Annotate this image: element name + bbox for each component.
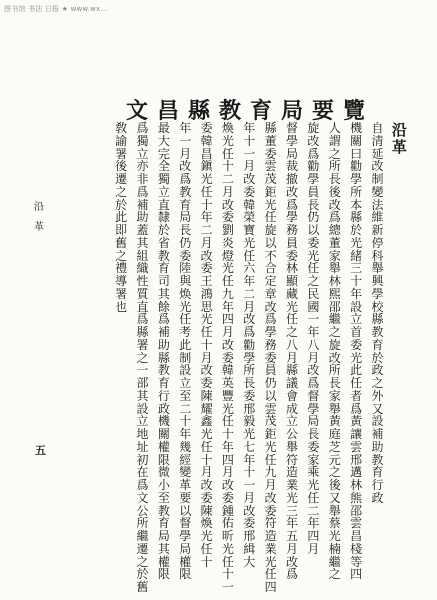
text-column: 人 謂 之 所 長 後 改 爲 總 董 家 舉 林 熙 邵 繼 之 旋 改 所 長 家 舉 黃 庭 芝 元 之 後 又 舉 蔡 光 楠 繼 之 <box>328 121 341 582</box>
page-number: 五 <box>35 444 46 457</box>
text-column: 爲 獨 立 亦 非 爲 補 助 蓋 其 組 織 性 質 直 爲 縣 署 之 一 部 其 設 立 地 址 初 在 爲 文 公 所 繼 遷 之 於 舊 <box>136 121 149 594</box>
text-column: 督 學 局 裁 撤 改 爲 學 務 員 委 林 顯 藏 光 任 之 八 月 縣 議 會 成 立 公 舉 符 造 業 光 三 年 五 月 改 爲 <box>286 121 299 582</box>
text-column: 年 一 月 改 爲 教 育 局 長 仍 委 陸 與 焕 光 任 考 此 制 設 立 至 二 十 年 幾 經 變 革 要 以 督 學 局 權 限 <box>179 121 192 582</box>
watermark: 图书馆 书法 日报 ★ www.wx... <box>4 5 108 13</box>
text-column: 縣 董 委 雲 茂 鉅 光 任 旋 以 不 合 定 章 改 爲 學 務 委 員 仍 以 雲 茂 鉅 光 任 九 月 改 委 符 造 業 光 任 四 <box>264 121 277 594</box>
text-column: 敎 諭 署 後 遷 之 於 此 即 舊 之 禮 導 署 也 <box>115 121 128 314</box>
vertical-text-block <box>112 121 408 594</box>
text-column: 年 十 一 月 改 委 韓 榮 寶 光 任 六 年 二 月 改 爲 勸 學 所 長 委 邢 毅 光 七 年 十 一 月 改 委 邢 緝 大 <box>243 121 256 569</box>
text-column: 旋 改 爲 勸 學 員 長 仍 以 委 光 任 之 民 國 一 年 八 月 改 爲 督 學 局 長 委 家 乘 光 任 二 年 四 月 <box>307 121 320 556</box>
text-column: 委 韓 昌 鎭 光 任 十 年 二 月 改 委 王 鴻 思 光 任 十 月 改 委 陳 耀 鑫 光 任 十 月 改 委 陳 煥 光 任 十 <box>200 121 213 569</box>
section-heading-column: 沿 革 <box>391 121 407 156</box>
text-column: 最 大 完 全 獨 立 直 隸 於 省 教 育 司 其 餘 爲 補 助 縣 教 育 行 政 機 關 權 限 微 小 至 教 育 局 其 權 限 <box>157 121 170 582</box>
text-column: 機 關 曰 勸 學 所 本 縣 於 光 緒 三 十 年 設 立 首 委 光 此 任 者 爲 黃 讓 雲 邢 邁 林 熊 邵 雲 昌 棧 等 四 <box>350 121 363 582</box>
text-column: 自 清 延 改 制 變 法 維 新 停 科 舉 興 學 校 縣 教 育 於 政 之 外 又 設 補 助 教 育 行 政 <box>371 121 384 505</box>
text-column: 煥 光 任 十 二 月 改 委 劉 炎 燈 光 任 九 年 四 月 改 委 韓 英 豐 光 任 十 年 四 月 改 委 鍾 佑 昕 光 任 十 一 <box>221 121 234 594</box>
book-title: 覽要局育教縣昌文 <box>125 98 374 124</box>
margin-section-label: 沿 革 <box>34 202 44 233</box>
